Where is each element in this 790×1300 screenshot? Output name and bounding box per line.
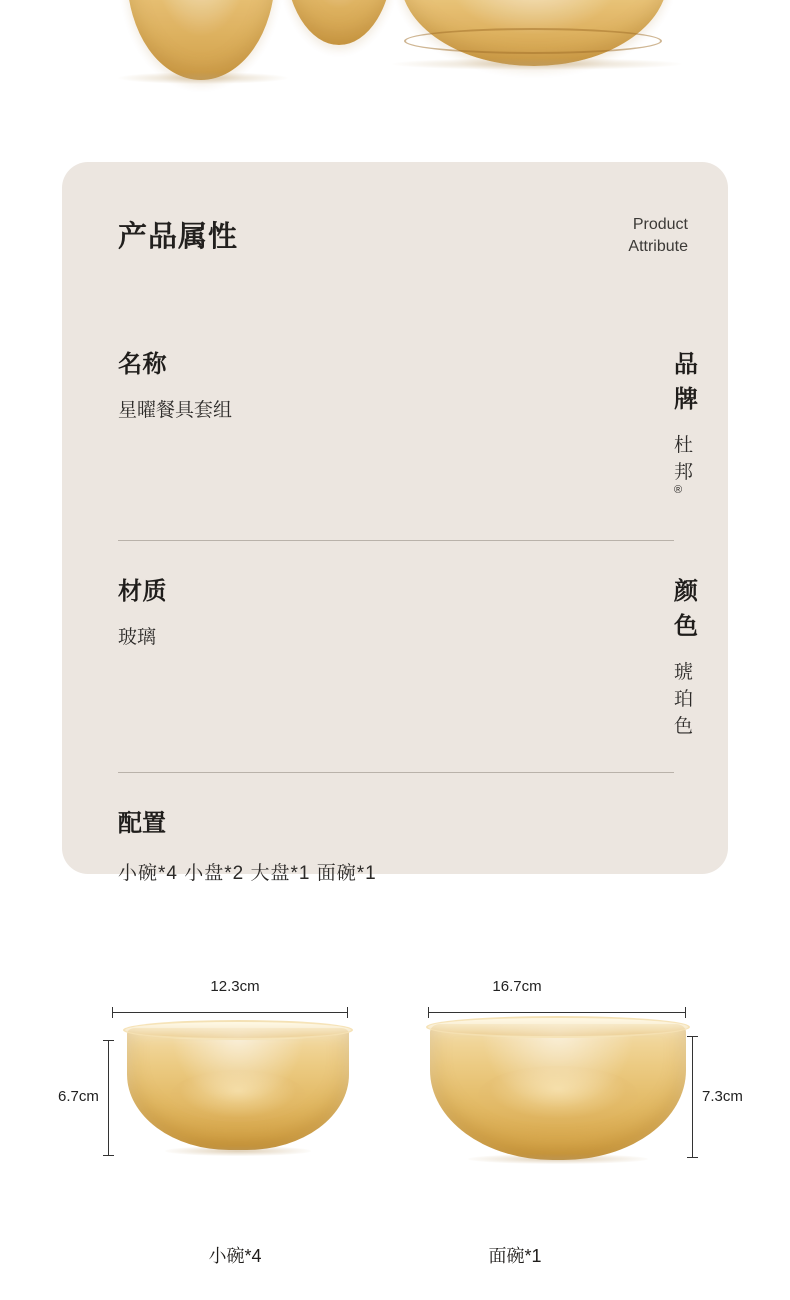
noodle-bowl-width-label: 16.7cm xyxy=(492,978,542,995)
small-bowl-rim xyxy=(123,1020,353,1040)
noodle-bowl-rim xyxy=(426,1016,690,1038)
attributes-title-english xyxy=(628,214,688,258)
attribute-brand-value-text: 杜邦 xyxy=(674,435,694,483)
noodle-bowl-shadow xyxy=(468,1154,648,1164)
dimension-item-noodle-bowl xyxy=(400,950,750,1280)
noodle-bowl-width-ruler xyxy=(428,1012,686,1013)
small-bowl-width-ruler xyxy=(112,1012,348,1013)
small-bowl-height-label: 6.7cm xyxy=(58,1088,99,1105)
attribute-color: 颜色 琥珀色 xyxy=(674,578,699,738)
attribute-material xyxy=(118,571,396,738)
hero-plate-rim xyxy=(404,28,662,54)
attribute-configuration-label: 配置 xyxy=(118,810,166,838)
attribute-material-value: 玻璃 xyxy=(118,627,157,649)
small-bowl-width-label: 12.3cm xyxy=(210,978,260,995)
attribute-row xyxy=(118,571,699,738)
attributes-header xyxy=(118,214,688,258)
hero-bowl-middle xyxy=(285,0,393,45)
attribute-divider-1 xyxy=(118,540,674,541)
dimension-item-small-bowl xyxy=(60,950,410,1280)
hero-shadow-right xyxy=(392,58,682,70)
attribute-name-value: 星曜餐具套组 xyxy=(118,400,233,421)
attribute-configuration-value: 小碗*4 小盘*2 大盘*1 面碗*1 xyxy=(118,863,377,885)
attributes-title-en-line2: Attribute xyxy=(628,238,688,255)
attribute-configuration xyxy=(118,803,674,885)
hero-product-photo xyxy=(0,0,790,120)
product-attributes-card xyxy=(62,162,728,885)
noodle-bowl-caption: 面碗*1 xyxy=(488,1246,542,1266)
attribute-row xyxy=(118,344,699,506)
small-bowl-caption: 小碗*4 xyxy=(208,1246,262,1266)
small-bowl-inner-highlight xyxy=(170,1070,306,1122)
hero-bowl-left xyxy=(127,0,275,80)
noodle-bowl-height-ruler xyxy=(692,1036,693,1158)
attribute-name-label: 名称 xyxy=(118,351,167,378)
page-title: 产品属性 xyxy=(118,221,239,253)
attribute-material-label: 材质 xyxy=(118,578,167,606)
attributes-title-en-line1: Product xyxy=(632,216,688,233)
attribute-name xyxy=(118,344,396,506)
attribute-divider-2 xyxy=(118,772,674,773)
attributes-grid xyxy=(118,344,699,885)
small-bowl-height-ruler xyxy=(108,1040,109,1156)
hero-shadow-left xyxy=(118,72,288,84)
noodle-bowl-height-label: 7.3cm xyxy=(702,1088,743,1105)
small-bowl-shadow xyxy=(165,1146,311,1156)
attribute-brand: 品牌 杜邦® xyxy=(674,351,699,496)
registered-trademark-icon: ® xyxy=(674,484,683,496)
dimension-section xyxy=(0,950,790,1300)
noodle-bowl-inner-highlight xyxy=(478,1066,638,1124)
